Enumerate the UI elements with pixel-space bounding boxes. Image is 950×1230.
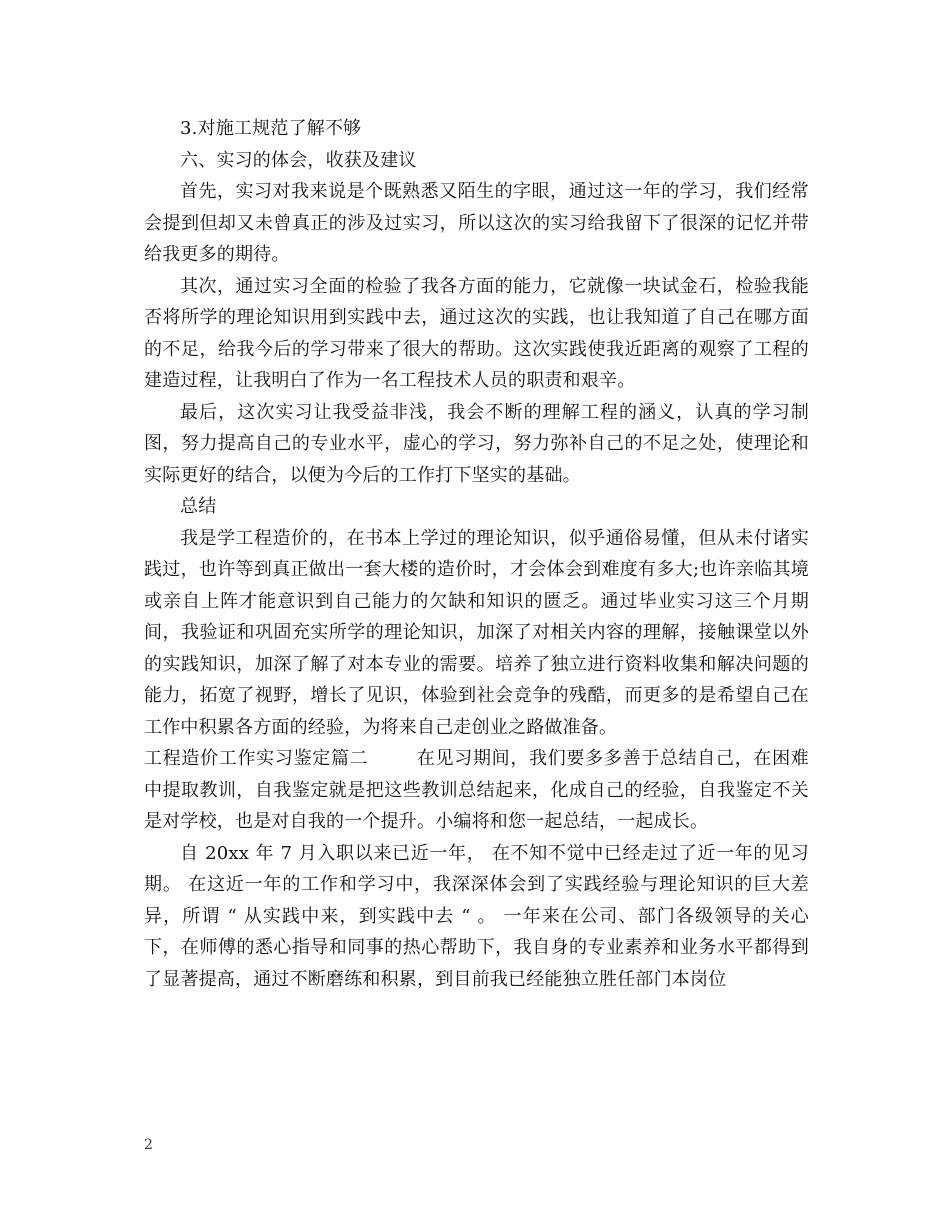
section-heading: 六、实习的体会，收获及建议 — [180, 149, 417, 171]
document-paragraph: 最后，这次实习让我受益非浅，我会不断的理解工程的涵义，认真的学习制图，努力提高自己的专业水平，虚心的学习，努力弥补自己的不足之处，使理论和实际更好的结合，以便为今后的工作打下坚实的基础。 — [144, 401, 809, 486]
document-paragraph: 自 20xx 年 7 月入职以来已近一年， 在不知不觉中已经走过了近一年的见习期。 在这近一年的工作和学习中，我深深体会到了实践经验与理论知识的巨大差异，所谓 “ 从实践中来，到实践中去 “ 。 一年来在公司、部门各级领导的关心下，在师傅的悉心指导和同事的热心帮助下，我自身的专业素养和业务水平都得到了显著提高，通过不断磨练和积累，到目前我已经能独立胜任部门本岗位 — [144, 842, 809, 990]
document-paragraph: 首先，实习对我来说是个既熟悉又陌生的字眼，通过这一年的学习，我们经常会提到但却又未曾真正的涉及过实习，所以这次的实习给我留下了很深的记忆并带给我更多的期待。 — [144, 181, 809, 265]
document-paragraph: 3.对施工规范了解不够 — [180, 118, 362, 139]
article-title: 工程造价工作实习鉴定篇二 — [144, 748, 369, 769]
summary-heading: 总结 — [180, 496, 217, 517]
document-paragraph: 我是学工程造价的，在书本上学过的理论知识，似乎通俗易懂，但从未付诸实践过，也许等到真正做出一套大楼的造价时，才会体会到难度有多大;也许亲临其境或亲自上阵才能意识到自己能力的欠缺和知识的匮乏。通过毕业实习这三个月期间，我验证和巩固充实所学的理论知识，加深了对相关内容的理解，接触课堂以外的实践知识，加深了解了对本专业的需要。培养了独立进行资料收集和解决问题的能力，拓宽了视野，增长了见识，体验到社会竞争的残酷，而更多的是希望自己在工作中积累各方面的经验，为将来自己走创业之路做准备。 — [144, 527, 809, 738]
article-intro: 在见习期间，我们要多多善于总结自己，在困难中提取教训，自我鉴定就是把这些教训总结起来，化成自己的经验，自我鉴定不关是对学校，也是对自我的一个提升。小编将和您一起总结，一起成长。 — [144, 748, 809, 832]
document-paragraph-with-title — [144, 743, 809, 838]
document-body — [144, 113, 809, 995]
page-number: 2 — [144, 1137, 153, 1153]
document-paragraph: 其次，通过实习全面的检验了我各方面的能力，它就像一块试金石，检验我能否将所学的理论知识用到实践中去，通过这次的实践，也让我知道了自己在哪方面的不足，给我今后的学习带来了很大的帮助。这次实践使我近距离的观察了工程的建造过程，让我明白了作为一名工程技术人员的职责和艰辛。 — [144, 275, 809, 391]
